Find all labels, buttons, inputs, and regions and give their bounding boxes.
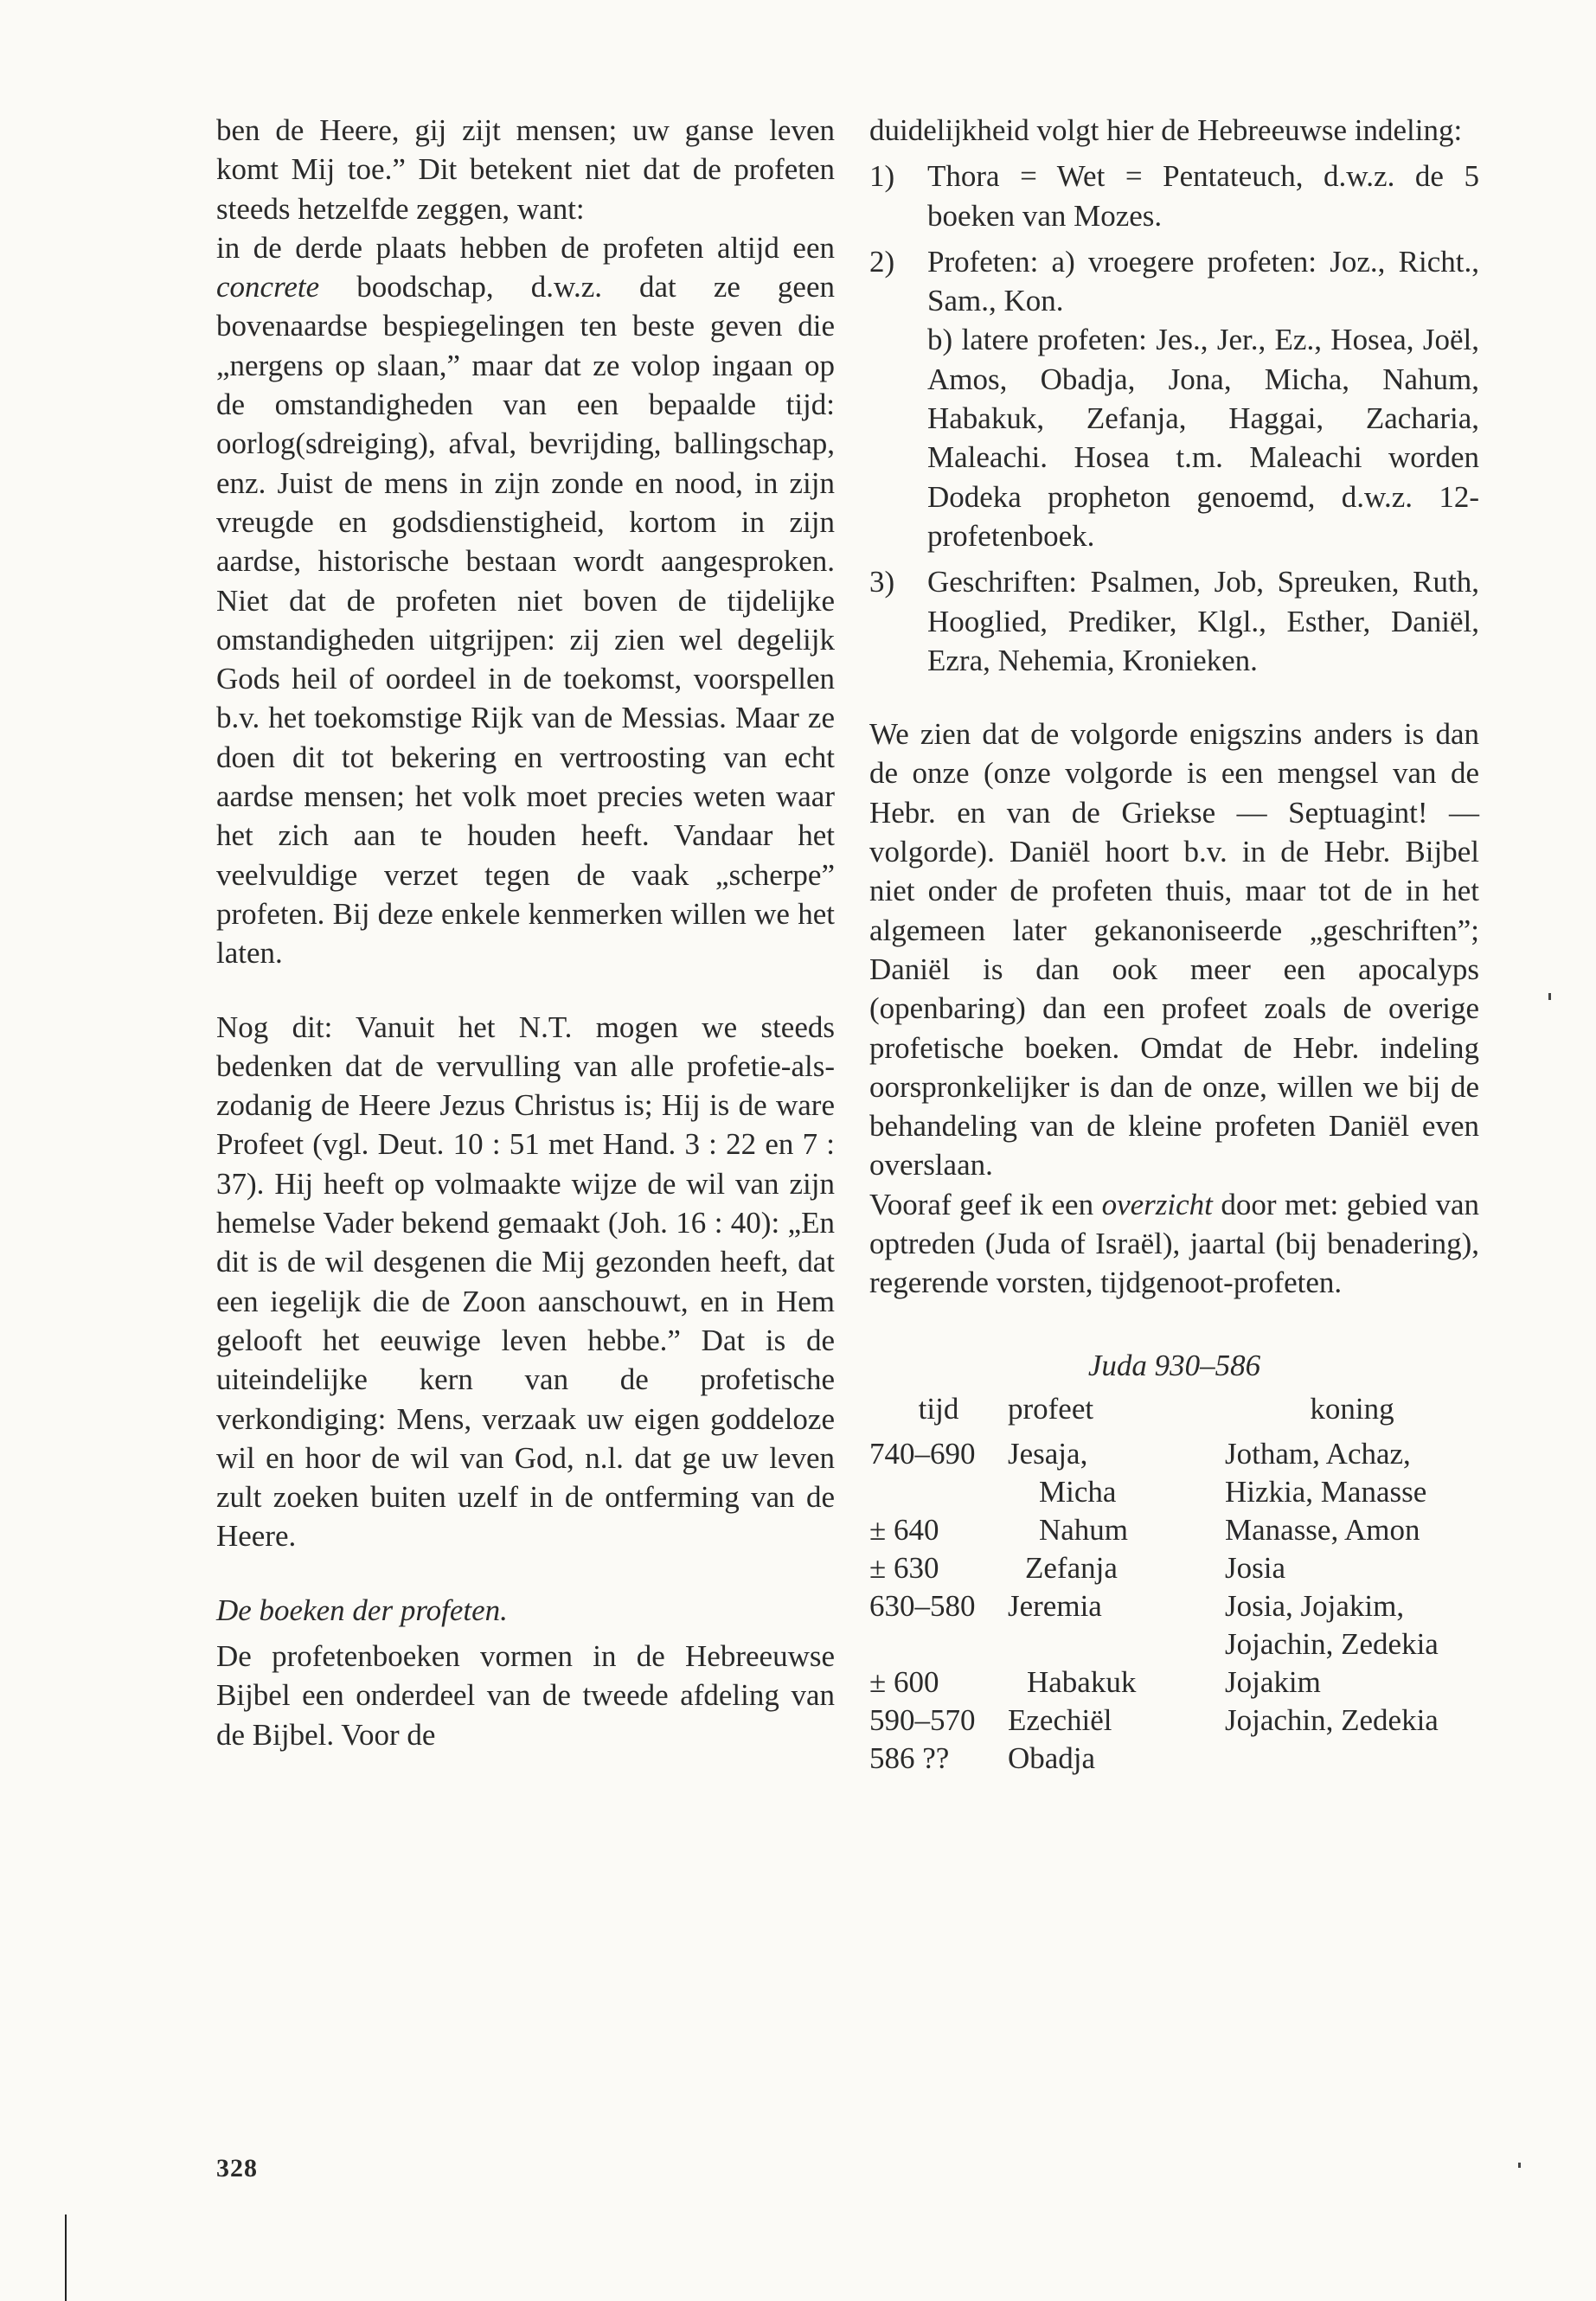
cell-tijd: 630–580	[869, 1588, 976, 1623]
cell-profeet: Zefanja	[1025, 1550, 1118, 1585]
cell-tijd	[869, 1625, 1008, 1663]
list-item	[869, 562, 1479, 680]
cell-koning	[1225, 1740, 1479, 1778]
column-header-koning: koning	[1310, 1391, 1394, 1426]
column-header-profeet: profeet	[1008, 1391, 1094, 1426]
list-item-text: Profeten: a) vroegere profeten: Joz., Richt., Sam., Kon.	[927, 244, 1479, 318]
list-item	[869, 157, 1479, 235]
paragraph-profetenboeken: De profetenboeken vormen in de Hebreeuwse Bijbel een onderdeel van de tweede afdeling van de Bijbel. Voor de	[216, 1638, 835, 1752]
juda-table	[869, 1390, 1479, 1778]
cell-tijd: 740–690	[869, 1436, 976, 1471]
hebrew-division-list	[869, 157, 1479, 680]
paragraph-nt-fulfilment: Nog dit: Vanuit het N.T. mogen we steeds bedenken dat de vervulling van alle profetie-als-zodanig de Heere Jezus Christus is; Hij is de ware Profeet (vgl. Deut. 10 : 51 met Hand. 3 : 22 en 7 : 37). Hij heeft op volmaakte wijze de wil van zijn hemelse Vader bekend gemaakt (Joh. 16 : 40): „En dit is de wil desgenen die Mij gezonden heeft, dat een iegelijk die de Zoon aanschouwt, en in Hem gelooft het eeuwige leven hebbe.” Dat is de uiteindelijke kern van de profetische verkondiging: Mens, verzaak uw eigen goddeloze wil en hoor de wil van God, n.l. dat ge uw leven zult zoeken buiten uzelf in de ontferming van de Heere.	[216, 1009, 835, 1554]
paragraph-concrete-message: in de derde plaats hebben de profeten altijd een concrete boodschap, d.w.z. dat ze geen bovenaardse bespiegelingen ten beste geven die „nergens op slaan,” maar dat ze volop ingaan op de omstandigheden van een bepaalde tijd: oorlog(sdreiging), afval, bevrijding, ballingschap, enz. Juist de mens in zijn zonde en nood, in zijn vreugde en godsdienstigheid, kortom in zijn aardse, historische bestaan wordt aangesproken. Niet dat de profeten niet boven de tijdelijke omstandigheden uitgrijpen: zij zien wel degelijk Gods heil of oordeel in de toekomst, voorspellen b.v. het toekomstige Rijk van de Messias. Maar ze doen dit tot bekering en vertroosting van echt aardse mensen; het volk moet precies weten waar het zich aan te houden heeft. Vandaar het veelvuldige verzet tegen de vaak „scherpe” profeten. Bij deze enkele kenmerken willen we het laten.	[216, 230, 835, 971]
cell-koning: Hizkia, Manasse	[1225, 1474, 1427, 1509]
cell-profeet: Habakuk	[1027, 1664, 1137, 1699]
emphasis-concrete: concrete	[216, 270, 320, 304]
table-row	[869, 1625, 1479, 1663]
list-item-number: 1)	[869, 159, 895, 194]
cell-tijd	[869, 1473, 1008, 1511]
list-item-text: Geschriften: Psalmen, Job, Spreuken, Ruth, Hooglied, Prediker, Klgl., Esther, Daniël, Ezra, Nehemia, Kronieken.	[927, 565, 1479, 677]
table-row	[869, 1663, 1479, 1702]
column-header-tijd: tijd	[918, 1391, 959, 1426]
dust-speck	[1548, 993, 1551, 1000]
table-header-row	[869, 1390, 1479, 1435]
section-heading: De boeken der profeten.	[216, 1593, 508, 1627]
cell-profeet	[1008, 1625, 1225, 1663]
paragraph-overzicht: Vooraf geef ik een overzicht door met: gebied van optreden (Juda of Israël), jaartal (bij benadering), regerende vorsten, tijdgenoot-profeten.	[869, 1187, 1479, 1300]
cell-profeet: Nahum	[1039, 1512, 1129, 1547]
table-row	[869, 1740, 1479, 1778]
cell-profeet: Jeremia	[1008, 1588, 1102, 1623]
left-column	[216, 111, 835, 1754]
table-row	[869, 1435, 1479, 1473]
table-row	[869, 1702, 1479, 1740]
table-row	[869, 1511, 1479, 1549]
page-number: 328	[216, 2154, 258, 2182]
list-item-number: 3)	[869, 565, 895, 599]
cell-koning: Jojakim	[1225, 1664, 1321, 1699]
paragraph-continuation: ben de Heere, gij zijt mensen; uw ganse leven komt Mij toe.” Dit betekent niet dat de profeten steeds hetzelfde zeggen, want:	[216, 113, 835, 226]
cell-profeet: Jesaja,	[1008, 1436, 1088, 1471]
cell-profeet: Ezechiël	[1008, 1702, 1112, 1737]
cell-koning: Josia, Jojakim,	[1225, 1588, 1405, 1623]
cell-tijd: ± 600	[869, 1664, 939, 1699]
table-row	[869, 1549, 1479, 1587]
cell-koning: Manasse, Amon	[1225, 1512, 1420, 1547]
list-item-text: b) latere profeten: Jes., Jer., Ez., Hosea, Joël, Amos, Obadja, Jona, Micha, Nahum, Habakuk, Zefanja, Haggai, Zacharia, Maleachi. Hosea t.m. Maleachi worden Dodeka propheton genoemd, d.w.z. 12-profetenboek.	[927, 323, 1479, 553]
paragraph-intro: duidelijkheid volgt hier de Hebreeuwse indeling:	[869, 113, 1463, 147]
cell-tijd: ± 640	[869, 1512, 939, 1547]
cell-tijd: 586 ??	[869, 1740, 950, 1775]
table-row	[869, 1473, 1479, 1511]
cell-tijd: 590–570	[869, 1702, 976, 1737]
paragraph-volgorde: We zien dat de volgorde enigszins anders is dan de onze (onze volgorde is een mengsel van de Hebr. en van de Griekse — Septuagint! — volgorde). Daniël hoort b.v. in de Hebr. Bijbel niet onder de profeten thuis, maar tot de in het algemeen later gekanoniseerde „geschriften”; Daniël is dan ook meer een apocalyps (openbaring) dan een profeet zoals de overige profetische boeken. Omdat de Hebr. indeling oorspronkelijker is dan de onze, willen we bij de behandeling van de kleine profeten Daniël even overslaan.	[869, 717, 1479, 1183]
table-title: Juda 930–586	[1087, 1348, 1261, 1382]
table-row	[869, 1587, 1479, 1625]
emphasis-overzicht: overzicht	[1101, 1187, 1213, 1221]
cell-profeet: Obadja	[1008, 1740, 1096, 1775]
right-column	[869, 111, 1479, 1778]
cell-koning: Jojachin, Zedekia	[1225, 1626, 1439, 1661]
list-item-text: Thora = Wet = Pentateuch, d.w.z. de 5 boeken van Mozes.	[927, 159, 1479, 233]
cell-koning: Josia	[1225, 1550, 1285, 1585]
margin-line	[65, 2214, 67, 2301]
cell-koning: Jotham, Achaz,	[1225, 1436, 1411, 1471]
cell-tijd: ± 630	[869, 1550, 939, 1585]
cell-koning: Jojachin, Zedekia	[1225, 1702, 1439, 1737]
list-item	[869, 242, 1479, 555]
list-item-number: 2)	[869, 244, 895, 279]
dust-speck	[1518, 2163, 1521, 2168]
cell-profeet: Micha	[1039, 1474, 1117, 1509]
